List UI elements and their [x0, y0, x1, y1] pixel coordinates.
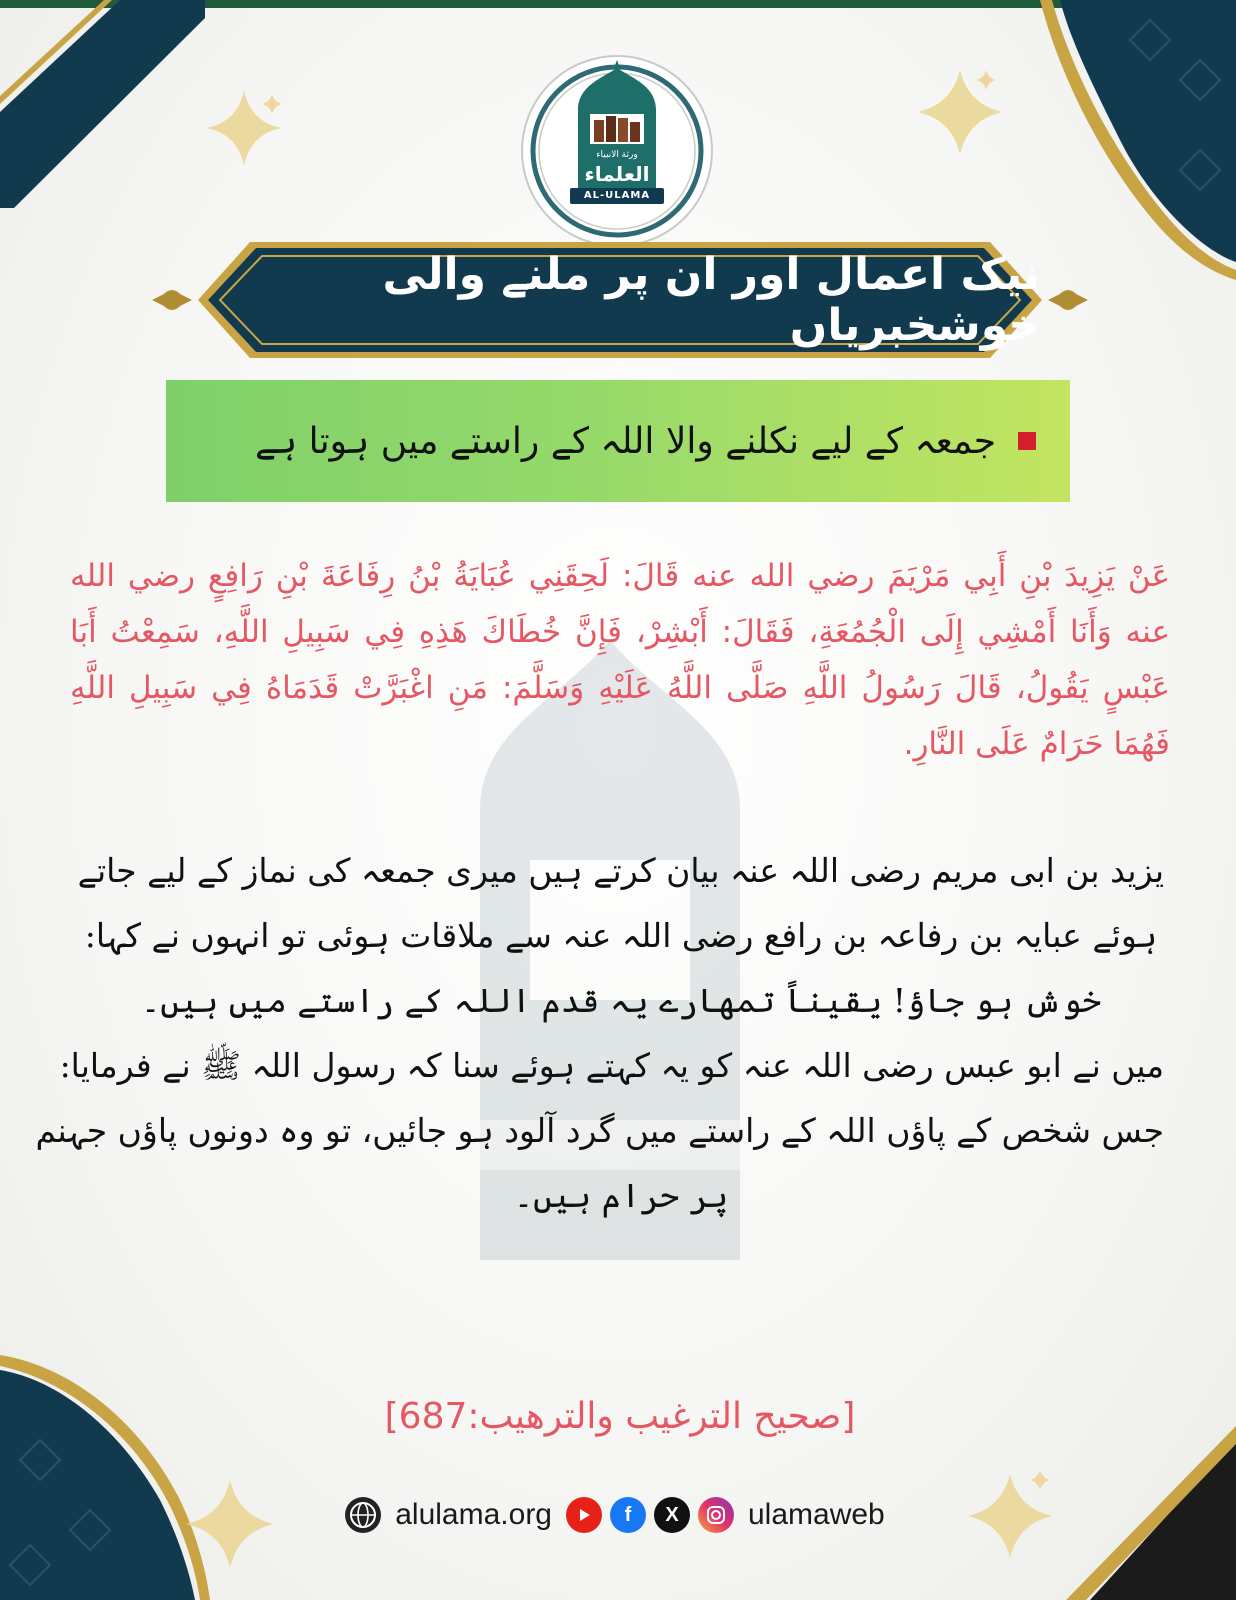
logo-latin-text: AL-ULAMA [583, 190, 651, 201]
urdu-line: پر حرام ہیں۔ [513, 1176, 729, 1215]
x-icon[interactable]: X [654, 1497, 690, 1533]
subtitle-bar [166, 380, 1070, 502]
arabic-hadith-text: عَنْ يَزِيدَ بْنِ أَبِي مَرْيَمَ رضي الله عنه قَالَ: لَحِقَنِي عُبَايَةُ بْنُ رِفَاعَةَ بْنِ رَافِعٍ رضي الله عنه وَأَنَا أَمْشِي إِلَى الْجُمُعَةِ، فَقَالَ: أَبْشِرْ، فَإِنَّ خُطَاكَ هَذِهِ فِي سَبِيلِ اللَّهِ، سَمِعْتُ أَبَا عَبْسٍ يَقُولُ، قَالَ رَسُولُ اللَّهِ صَلَّى اللَّهُ عَلَيْهِ وَسَلَّمَ: مَنِ اغْبَرَّتْ قَدَمَاهُ فِي سَبِيلِ اللَّهِ فَهُمَا حَرَامٌ عَلَى النَّارِ. [70, 558, 1170, 762]
urdu-line: جس شخص کے پاؤں اللہ کے راستے میں گرد آلود ہو جائیں، تو وہ دونوں پاؤں جہنم [35, 1111, 1164, 1150]
facebook-icon[interactable]: f [610, 1497, 646, 1533]
footer-social-row [306, 1492, 930, 1538]
youtube-icon[interactable] [566, 1497, 602, 1533]
page-title: نیک اعمال اور ان پر ملنے والی خوشخبریاں [382, 249, 1040, 351]
urdu-line: ہوئے عبایہ بن رفاعہ بن رافع رضی اللہ عنہ سے ملاقات ہوئی تو انہوں نے کہا: [84, 916, 1158, 955]
urdu-line: یزید بن ابی مریم رضی اللہ عنہ بیان کرتے ہیں میری جمعہ کی نماز کے لیے جاتے [77, 851, 1164, 890]
subtitle-text: جمعہ کے لیے نکلنے والا اللہ کے راستے میں ہوتا ہے [255, 420, 996, 462]
bullet-square-icon [1018, 432, 1036, 450]
logo-top-text: ورثة الانبياء [596, 150, 638, 160]
urdu-translation [35, 838, 1164, 1228]
globe-icon[interactable] [345, 1497, 381, 1533]
urdu-line: خوش ہو جاؤ! یقیناً تمھارے یہ قدم اللہ کے راستے میں ہیں۔ [140, 981, 1102, 1020]
site-logo [520, 54, 714, 248]
urdu-line: میں نے ابو عبس رضی اللہ عنہ کو یہ کہتے ہوئے سنا کہ رسول اللہ ﷺ نے فرمایا: [59, 1046, 1164, 1085]
hadith-reference: [صحيح الترغيب والترهيب:687] [384, 1396, 856, 1437]
social-handle[interactable]: ulamaweb [748, 1498, 885, 1531]
subtitle-row [210, 380, 1070, 502]
instagram-icon[interactable] [698, 1497, 734, 1533]
website-link[interactable]: alulama.org [395, 1498, 552, 1531]
logo-main-text: العلماء [584, 162, 650, 186]
